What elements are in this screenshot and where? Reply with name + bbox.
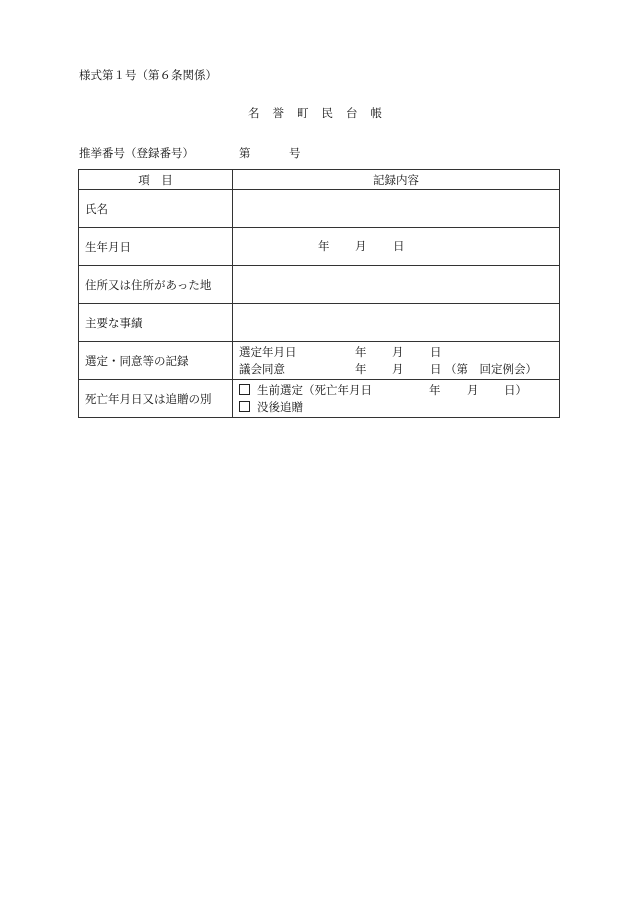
row-value-selection[interactable] (233, 342, 560, 380)
row-value-name[interactable] (233, 190, 560, 228)
option-posthumous[interactable] (239, 399, 303, 416)
option-pre-death-selection[interactable] (239, 382, 372, 399)
row-label-selection: 選定・同意等の記録 (79, 342, 233, 380)
title-char: 帳 (370, 106, 382, 120)
table-row (79, 228, 560, 266)
checkbox-icon[interactable] (239, 384, 250, 395)
death-day-unit: 日） (504, 382, 527, 397)
option-pre-death-label: 生前選定（死亡年月日 (257, 382, 372, 397)
row-label-achievements: 主要な事績 (79, 304, 233, 342)
selection-month-unit: 月 (392, 344, 404, 359)
title-char: 台 (346, 106, 358, 120)
birth-day-unit: 日 (393, 239, 405, 253)
checkbox-icon[interactable] (239, 401, 250, 412)
death-year-unit: 年 (429, 382, 441, 397)
table-row (79, 266, 560, 304)
table-row (79, 304, 560, 342)
header-item: 項 目 (79, 170, 233, 190)
document-title (0, 105, 630, 121)
death-month-unit: 月 (467, 382, 479, 397)
row-label-death: 死亡年月日又は追贈の別 (79, 380, 233, 418)
form-number: 様式第１号（第６条関係） (79, 68, 217, 82)
council-session: （第 回定例会） (445, 361, 537, 376)
consent-month-unit: 月 (392, 361, 404, 376)
consent-year-unit: 年 (355, 361, 367, 376)
selection-day-unit: 日 (430, 344, 442, 359)
birth-year-unit: 年 (318, 239, 330, 253)
row-value-birthdate[interactable] (233, 228, 560, 266)
council-consent-label: 議会同意 (239, 361, 285, 376)
registration-number-label: 推挙番号（登録番号） (79, 146, 194, 160)
header-content: 記録内容 (233, 170, 560, 190)
row-label-address: 住所又は住所があった地 (79, 266, 233, 304)
row-value-death (233, 380, 560, 418)
option-posthumous-label: 没後追贈 (257, 399, 303, 414)
title-char: 民 (321, 106, 333, 120)
table-row (79, 380, 560, 418)
selection-date-label: 選定年月日 (239, 344, 297, 359)
row-label-birthdate: 生年月日 (79, 228, 233, 266)
row-label-name: 氏名 (79, 190, 233, 228)
table-header-row (79, 170, 560, 190)
row-value-address[interactable] (233, 266, 560, 304)
title-char: 誉 (272, 106, 284, 120)
table-row (79, 342, 560, 380)
table-row (79, 190, 560, 228)
title-char: 名 (248, 106, 260, 120)
registration-number-suffix: 号 (289, 146, 301, 160)
register-table (78, 169, 560, 418)
birth-month-unit: 月 (355, 239, 367, 253)
selection-year-unit: 年 (355, 344, 367, 359)
title-char: 町 (297, 106, 309, 120)
row-value-achievements[interactable] (233, 304, 560, 342)
consent-day-unit: 日 (430, 361, 442, 376)
registration-number-prefix: 第 (239, 146, 251, 160)
